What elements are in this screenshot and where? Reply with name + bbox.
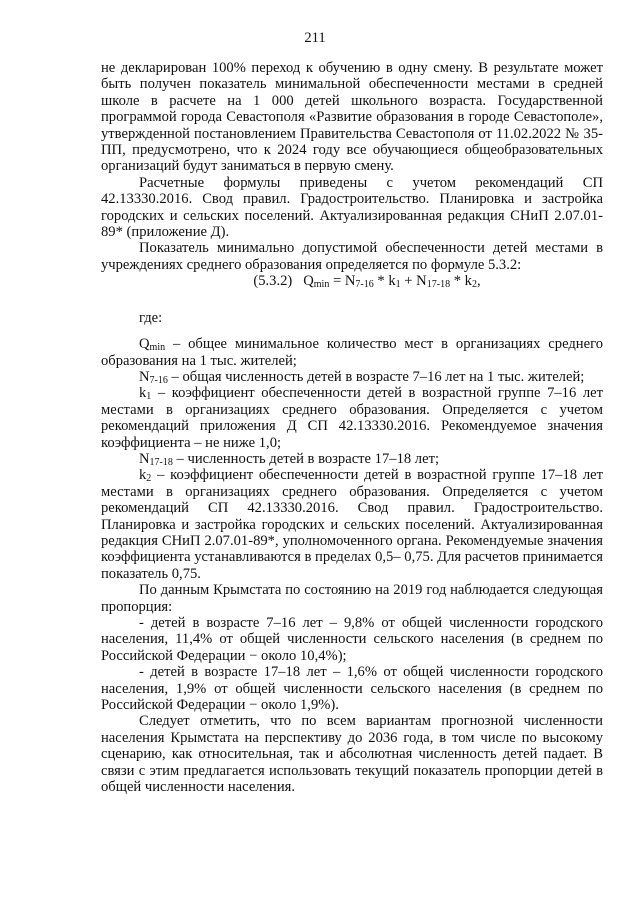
bullet-age-17-18: - детей в возрасте 17–18 лет – 1,6% от общей численности городского населения, 1,9% от общей численности сельского населения (в среднем по Российской Федерации − около 1,9%). (101, 664, 603, 714)
page-number: 211 (304, 30, 326, 46)
paragraph-krymstat: По данным Крымстата по состоянию на 2019 год наблюдается следующая пропорция: (101, 582, 603, 615)
formula-number: (5.3.2) (253, 273, 293, 290)
document-body (101, 60, 603, 795)
paragraph-formula-intro: Показатель минимально допустимой обеспеченности детей местами в учреждениях среднего образования определяется по формуле 5.3.2: (101, 240, 603, 273)
definition-q-min: $Q_{min}$ – общее минимальное количество мест в организациях среднего образования на 1 тыс. жителей; (101, 336, 603, 369)
paragraph-formulas-basis: Расчетные формулы приведены с учетом рекомендаций СП 42.13330.2016. Свод правил. Градостроительство. Планировка и застройка городских и сельских поселений. Актуализированная редакция СНиП 2.07.01-89* (приложение Д). (101, 174, 603, 241)
definition-n-7-16: $N_{7-16}$ – общая численность детей в возрасте 7–16 лет на 1 тыс. жителей; (139, 368, 585, 386)
definition-k1: $k_1$ – коэффициент обеспеченности детей в возрастной группе 7–16 лет местами в организациях среднего образования. Определяется с учетом рекомендаций приложения Д СП 42.13330.2016. Рекомендуемое значения коэффициента – не ниже 1,0; (101, 385, 603, 451)
paragraph-where: где: (139, 309, 163, 326)
paragraph-conclusion: Следует отметить, что по всем вариантам прогнозной численности населения Крымстата на перспективу до 2036 года, в том числе по высокому сценарию, как относительная, так и абсолютная численность детей падает. В связи с этим предлагается использовать текущий показатель пропорции детей в общей численности населения. (101, 713, 603, 796)
paragraph-intro: не декларирован 100% переход к обучению в одну смену. В результате может быть получен показатель минимальной обеспеченности местами в средней школе в расчете на 1 000 детей школьного возраста. Государственной программой города Севастополя «Развитие образования в городе Севастополе», утвержденной постановлением Правительства Севастополя от 11.02.2022 № 35-ПП, предусмотрено, что к 2024 году все обучающиеся общеобразовательных организаций будут заниматься в первую смену. (101, 60, 603, 175)
definition-k2: $k_2$ – коэффициент обеспеченности детей в возрастной группе 17–18 лет местами в организациях среднего образования. Определяется с учетом рекомендаций СП 42.13330.2016. Свод правил. Градостроительство. Планировка и застройка городских и сельских поселений. Актуализированная редакция СНиП 2.07.01-89*, уполномоченного органа. Рекомендуемые значения коэффициента устанавливаются в пределах 0,5– 0,75. Для расчетов принимается показатель 0,75. (101, 467, 603, 582)
definition-n-17-18: $N_{17-18}$ – численность детей в возрасте 17–18 лет; (139, 450, 439, 468)
bullet-age-7-16: - детей в возрасте 7–16 лет – 9,8% от общей численности городского населения, 11,4% от общей численности сельского населения (в среднем по Российской Федерации − около 10,4%); (101, 615, 603, 664)
formula-5-3-2: (5.3.2) $Q_{min} = N_{7-16} * k_1 + N_{17-18} * k_2$, (253, 273, 481, 291)
